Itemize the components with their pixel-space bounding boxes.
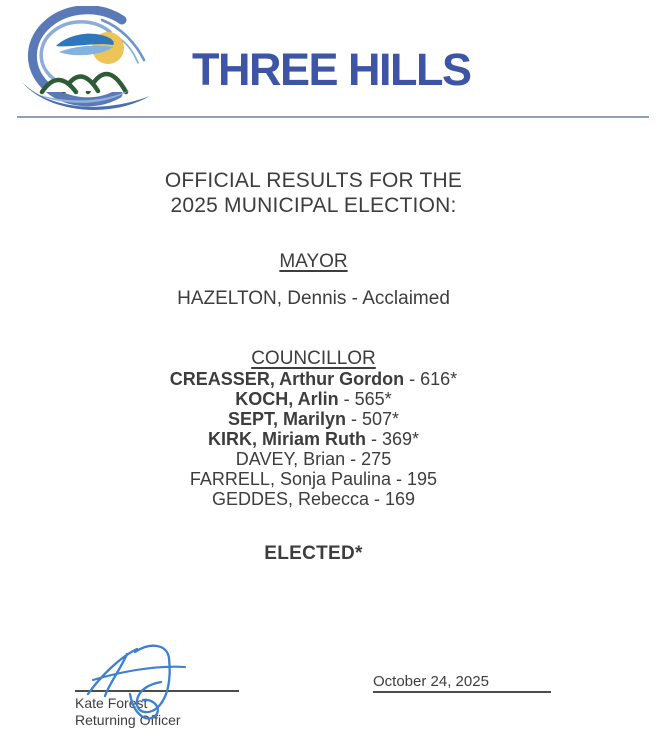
candidate-name: KIRK, Miriam Ruth <box>207 429 366 449</box>
vote-count: 195 <box>407 469 438 489</box>
separator: - <box>369 489 385 509</box>
vote-count: 169 <box>385 489 416 509</box>
signature-stroke <box>130 694 158 719</box>
councillor-result-row <box>0 489 627 509</box>
vote-count: 275 <box>361 449 392 469</box>
org-title: THREE HILLS <box>192 44 471 95</box>
candidate-name: SEPT, Marilyn <box>227 409 346 429</box>
candidate-name: CREASSER, Arthur Gordon <box>169 369 405 389</box>
date-field: October 24, 2025 <box>373 673 551 693</box>
document-title-line1: OFFICIAL RESULTS FOR THE <box>164 169 463 192</box>
councillor-results-list <box>0 369 627 509</box>
councillor-result-row <box>0 369 627 389</box>
document-title-line2: 2025 MUNICIPAL ELECTION: <box>170 194 457 217</box>
mayor-section-heading: MAYOR <box>279 251 348 272</box>
separator: - <box>346 409 362 429</box>
town-of-three-hills-logo-icon <box>14 6 154 118</box>
document-title <box>0 168 627 218</box>
elected-legend-note: ELECTED* <box>264 543 363 564</box>
vote-count: 565* <box>354 389 392 409</box>
separator: - <box>404 369 421 389</box>
signature-scribble-icon <box>75 632 191 732</box>
candidate-name: DAVEY, Brian <box>235 449 346 469</box>
councillor-result-row <box>0 389 627 409</box>
vote-count: 616* <box>420 369 458 389</box>
header-divider <box>17 116 649 118</box>
mayor-result: HAZELTON, Dennis - Acclaimed <box>177 288 450 309</box>
candidate-name: GEDDES, Rebecca <box>211 489 369 509</box>
separator: - <box>338 389 355 409</box>
councillor-result-row <box>0 409 627 429</box>
signatory-title: Returning Officer <box>75 712 181 728</box>
councillor-result-row <box>0 469 627 489</box>
separator: - <box>345 449 362 469</box>
separator: - <box>391 469 408 489</box>
candidate-name: KOCH, Arlin <box>235 389 339 409</box>
councillor-result-row <box>0 449 627 469</box>
candidate-name: FARRELL, Sonja Paulina <box>189 469 392 489</box>
signatory-name: Kate Forest <box>75 695 148 711</box>
councillor-result-row <box>0 429 627 449</box>
separator: - <box>365 429 382 449</box>
councillor-section-heading: COUNCILLOR <box>251 348 376 369</box>
vote-count: 369* <box>381 429 420 449</box>
vote-count: 507* <box>362 409 400 429</box>
